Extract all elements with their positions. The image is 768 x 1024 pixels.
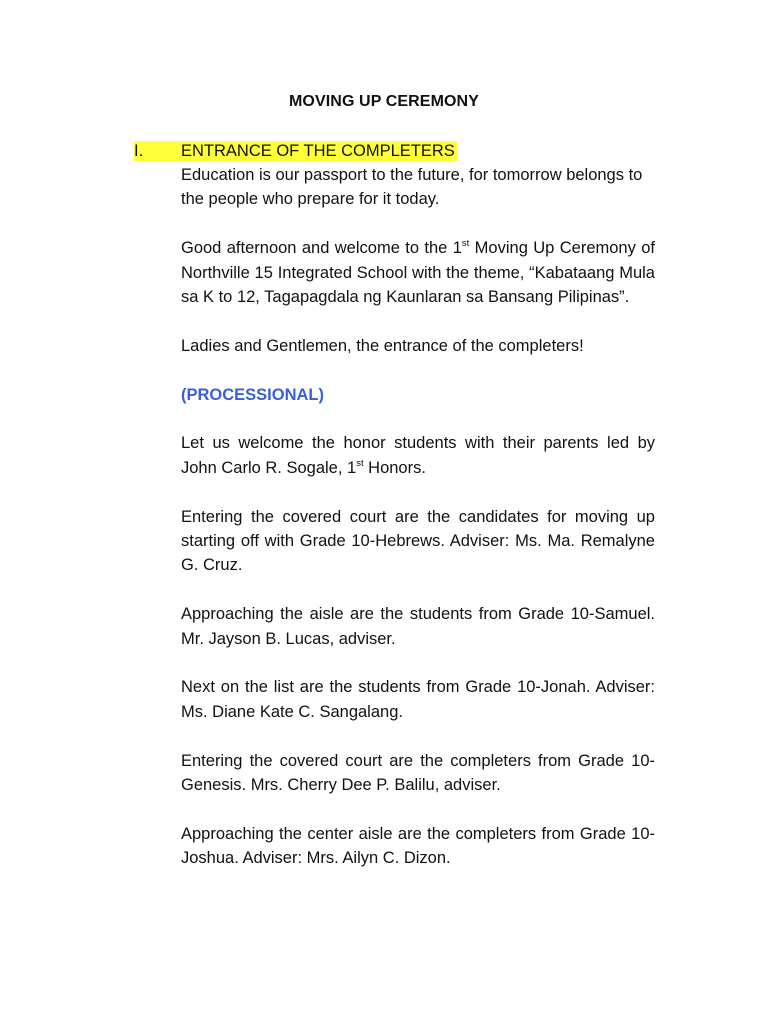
welcome-paragraph [181,236,655,309]
jonah-paragraph: Next on the list are the students from Grade 10-Jonah. Adviser: Ms. Diane Kate C. Sangalang. [181,678,655,721]
joshua-paragraph: Approaching the center aisle are the completers from Grade 10-Joshua. Adviser: Mrs. Ailyn C. Dizon. [181,824,655,868]
section-number: I. [134,141,181,161]
honor-students-paragraph [181,431,655,480]
welcome-text-start: Good afternoon and welcome to the 1 [181,239,462,258]
welcome-text-end: Moving Up Ceremony of Northville 15 Integrated School with the theme, “Kabataang Mula sa K to 12, Tagapagdala ng Kaunlaran sa Bansang Pilipinas”. [181,239,655,307]
section-heading: ENTRANCE OF THE COMPLETERS [181,142,455,160]
document-title: MOVING UP CEREMONY [289,93,479,110]
honor-text-end: Honors. [363,458,426,477]
honor-text-start: Let us welcome the honor students with their parents led by John Carlo R. Sogale, 1 [181,434,655,477]
samuel-paragraph: Approaching the aisle are the students from Grade 10-Samuel. Mr. Jayson B. Lucas, adviser. [181,605,655,648]
genesis-paragraph: Entering the covered court are the completers from Grade 10-Genesis. Mrs. Cherry Dee P. Balilu, adviser. [181,751,655,795]
quote-paragraph: Education is our passport to the future, for tomorrow belongs to the people who prepare for it today. [181,166,643,209]
welcome-ordinal-suffix: st [461,238,470,250]
hebrews-paragraph: Entering the covered court are the candidates for moving up starting off with Grade 10-Hebrews. Adviser: Ms. Ma. Remalyne G. Cruz. [181,507,655,575]
honor-ordinal-suffix: st [356,457,364,469]
processional-cue: (PROCESSIONAL) [181,385,325,404]
document-body [181,163,655,895]
announcement-paragraph: Ladies and Gentlemen, the entrance of the completers! [181,336,584,355]
